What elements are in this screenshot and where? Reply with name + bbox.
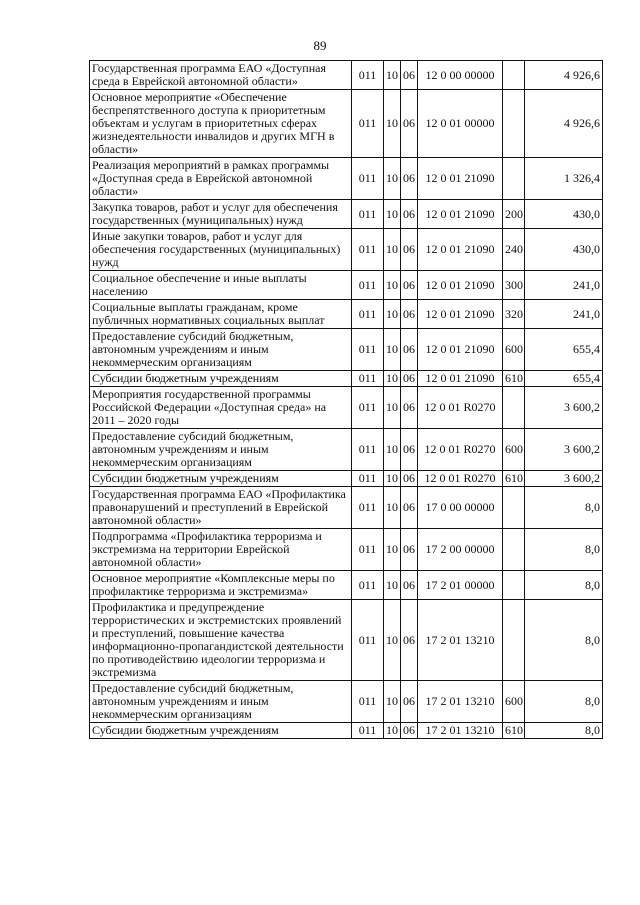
target-article-code-cell: 17 2 01 13210 <box>418 600 503 681</box>
item-name-cell: Предоставление субсидий бюджетным, автономным учреждениям и иным некоммерческим организациям <box>90 429 352 471</box>
item-name-cell: Основное мероприятие «Комплексные меры по профилактике терроризма и экстремизма» <box>90 571 352 600</box>
expense-type-code-cell: 240 <box>503 229 525 271</box>
expense-type-code-cell: 610 <box>503 471 525 487</box>
amount-cell: 430,0 <box>525 229 603 271</box>
item-name-cell: Государственная программа ЕАО «Профилактика правонарушений и преступлений в Еврейской автономной области» <box>90 487 352 529</box>
subsection-code-cell: 06 <box>401 61 418 90</box>
target-article-code-cell: 17 2 01 13210 <box>418 681 503 723</box>
subsection-code-cell: 06 <box>401 329 418 371</box>
amount-cell: 4 926,6 <box>525 61 603 90</box>
subsection-code-cell: 06 <box>401 90 418 158</box>
ministry-code-cell: 011 <box>352 723 384 739</box>
target-article-code-cell: 12 0 01 21090 <box>418 271 503 300</box>
target-article-code-cell: 12 0 01 21090 <box>418 229 503 271</box>
item-name-cell: Закупка товаров, работ и услуг для обеспечения государственных (муниципальных) нужд <box>90 200 352 229</box>
amount-cell: 8,0 <box>525 681 603 723</box>
item-name-cell: Предоставление субсидий бюджетным, автономным учреждениям и иным некоммерческим организациям <box>90 681 352 723</box>
section-code-cell: 10 <box>384 229 401 271</box>
target-article-code-cell: 12 0 01 21090 <box>418 300 503 329</box>
table-row <box>90 429 603 471</box>
table-row <box>90 61 603 90</box>
subsection-code-cell: 06 <box>401 371 418 387</box>
item-name-cell: Реализация мероприятий в рамках программы «Доступная среда в Еврейской автономной области» <box>90 158 352 200</box>
item-name-cell: Субсидии бюджетным учреждениям <box>90 371 352 387</box>
expense-type-code-cell: 320 <box>503 300 525 329</box>
table-row <box>90 387 603 429</box>
item-name-cell: Профилактика и предупреждение террористических и экстремистских проявлений и преступлений, повышение качества информационно-пропагандистской деятельности по противодействию идеологии терроризма и экстремизма <box>90 600 352 681</box>
target-article-code-cell: 12 0 01 21090 <box>418 158 503 200</box>
section-code-cell: 10 <box>384 371 401 387</box>
ministry-code-cell: 011 <box>352 329 384 371</box>
amount-cell: 1 326,4 <box>525 158 603 200</box>
section-code-cell: 10 <box>384 487 401 529</box>
amount-cell: 8,0 <box>525 723 603 739</box>
section-code-cell: 10 <box>384 429 401 471</box>
target-article-code-cell: 12 0 01 21090 <box>418 371 503 387</box>
table-row <box>90 200 603 229</box>
ministry-code-cell: 011 <box>352 600 384 681</box>
ministry-code-cell: 011 <box>352 571 384 600</box>
subsection-code-cell: 06 <box>401 529 418 571</box>
target-article-code-cell: 17 0 00 00000 <box>418 487 503 529</box>
expense-type-code-cell: 610 <box>503 371 525 387</box>
subsection-code-cell: 06 <box>401 681 418 723</box>
table-row <box>90 529 603 571</box>
target-article-code-cell: 12 0 01 00000 <box>418 90 503 158</box>
target-article-code-cell: 12 0 01 21090 <box>418 329 503 371</box>
ministry-code-cell: 011 <box>352 681 384 723</box>
section-code-cell: 10 <box>384 200 401 229</box>
section-code-cell: 10 <box>384 271 401 300</box>
ministry-code-cell: 011 <box>352 371 384 387</box>
table-row <box>90 329 603 371</box>
target-article-code-cell: 12 0 01 R0270 <box>418 471 503 487</box>
section-code-cell: 10 <box>384 61 401 90</box>
table-row <box>90 571 603 600</box>
subsection-code-cell: 06 <box>401 271 418 300</box>
expense-type-code-cell <box>503 571 525 600</box>
table-row <box>90 90 603 158</box>
amount-cell: 3 600,2 <box>525 429 603 471</box>
subsection-code-cell: 06 <box>401 487 418 529</box>
subsection-code-cell: 06 <box>401 471 418 487</box>
ministry-code-cell: 011 <box>352 200 384 229</box>
section-code-cell: 10 <box>384 90 401 158</box>
amount-cell: 430,0 <box>525 200 603 229</box>
budget-table-body <box>90 61 603 739</box>
amount-cell: 241,0 <box>525 300 603 329</box>
page-number: 89 <box>313 38 327 53</box>
table-row <box>90 487 603 529</box>
table-row <box>90 158 603 200</box>
expense-type-code-cell <box>503 90 525 158</box>
expense-type-code-cell: 600 <box>503 681 525 723</box>
table-row <box>90 300 603 329</box>
ministry-code-cell: 011 <box>352 429 384 471</box>
expense-type-code-cell <box>503 600 525 681</box>
ministry-code-cell: 011 <box>352 300 384 329</box>
target-article-code-cell: 12 0 01 R0270 <box>418 429 503 471</box>
section-code-cell: 10 <box>384 723 401 739</box>
table-row <box>90 681 603 723</box>
amount-cell: 8,0 <box>525 600 603 681</box>
budget-table <box>89 60 603 739</box>
subsection-code-cell: 06 <box>401 229 418 271</box>
amount-cell: 241,0 <box>525 271 603 300</box>
section-code-cell: 10 <box>384 681 401 723</box>
section-code-cell: 10 <box>384 571 401 600</box>
item-name-cell: Подпрограмма «Профилактика терроризма и экстремизма на территории Еврейской автономной области» <box>90 529 352 571</box>
expense-type-code-cell: 610 <box>503 723 525 739</box>
item-name-cell: Государственная программа ЕАО «Доступная среда в Еврейской автономной области» <box>90 61 352 90</box>
table-row <box>90 229 603 271</box>
ministry-code-cell: 011 <box>352 387 384 429</box>
amount-cell: 4 926,6 <box>525 90 603 158</box>
table-row <box>90 271 603 300</box>
section-code-cell: 10 <box>384 300 401 329</box>
amount-cell: 655,4 <box>525 371 603 387</box>
target-article-code-cell: 12 0 01 21090 <box>418 200 503 229</box>
amount-cell: 655,4 <box>525 329 603 371</box>
target-article-code-cell: 17 2 00 00000 <box>418 529 503 571</box>
table-row <box>90 600 603 681</box>
expense-type-code-cell: 600 <box>503 329 525 371</box>
section-code-cell: 10 <box>384 387 401 429</box>
table-row <box>90 723 603 739</box>
item-name-cell: Мероприятия государственной программы Российской Федерации «Доступная среда» на 2011 – 2020 годы <box>90 387 352 429</box>
expense-type-code-cell: 200 <box>503 200 525 229</box>
subsection-code-cell: 06 <box>401 300 418 329</box>
section-code-cell: 10 <box>384 471 401 487</box>
target-article-code-cell: 17 2 01 13210 <box>418 723 503 739</box>
item-name-cell: Социальные выплаты гражданам, кроме публичных нормативных социальных выплат <box>90 300 352 329</box>
ministry-code-cell: 011 <box>352 471 384 487</box>
expense-type-code-cell: 300 <box>503 271 525 300</box>
subsection-code-cell: 06 <box>401 429 418 471</box>
amount-cell: 8,0 <box>525 529 603 571</box>
table-row <box>90 371 603 387</box>
ministry-code-cell: 011 <box>352 229 384 271</box>
amount-cell: 3 600,2 <box>525 387 603 429</box>
target-article-code-cell: 12 0 00 00000 <box>418 61 503 90</box>
ministry-code-cell: 011 <box>352 271 384 300</box>
item-name-cell: Предоставление субсидий бюджетным, автономным учреждениям и иным некоммерческим организациям <box>90 329 352 371</box>
expense-type-code-cell <box>503 487 525 529</box>
subsection-code-cell: 06 <box>401 158 418 200</box>
table-row <box>90 471 603 487</box>
subsection-code-cell: 06 <box>401 200 418 229</box>
ministry-code-cell: 011 <box>352 61 384 90</box>
subsection-code-cell: 06 <box>401 723 418 739</box>
subsection-code-cell: 06 <box>401 571 418 600</box>
subsection-code-cell: 06 <box>401 600 418 681</box>
expense-type-code-cell: 600 <box>503 429 525 471</box>
expense-type-code-cell <box>503 61 525 90</box>
ministry-code-cell: 011 <box>352 529 384 571</box>
amount-cell: 8,0 <box>525 487 603 529</box>
section-code-cell: 10 <box>384 158 401 200</box>
item-name-cell: Социальное обеспечение и иные выплаты населению <box>90 271 352 300</box>
target-article-code-cell: 12 0 01 R0270 <box>418 387 503 429</box>
amount-cell: 3 600,2 <box>525 471 603 487</box>
section-code-cell: 10 <box>384 329 401 371</box>
item-name-cell: Иные закупки товаров, работ и услуг для обеспечения государственных (муниципальных) нужд <box>90 229 352 271</box>
ministry-code-cell: 011 <box>352 158 384 200</box>
expense-type-code-cell <box>503 529 525 571</box>
ministry-code-cell: 011 <box>352 90 384 158</box>
ministry-code-cell: 011 <box>352 487 384 529</box>
item-name-cell: Основное мероприятие «Обеспечение беспрепятственного доступа к приоритетным объектам и услугам в приоритетных сферах жизнедеятельности инвалидов и других МГН в области» <box>90 90 352 158</box>
item-name-cell: Субсидии бюджетным учреждениям <box>90 723 352 739</box>
section-code-cell: 10 <box>384 600 401 681</box>
subsection-code-cell: 06 <box>401 387 418 429</box>
section-code-cell: 10 <box>384 529 401 571</box>
item-name-cell: Субсидии бюджетным учреждениям <box>90 471 352 487</box>
expense-type-code-cell <box>503 158 525 200</box>
expense-type-code-cell <box>503 387 525 429</box>
target-article-code-cell: 17 2 01 00000 <box>418 571 503 600</box>
amount-cell: 8,0 <box>525 571 603 600</box>
